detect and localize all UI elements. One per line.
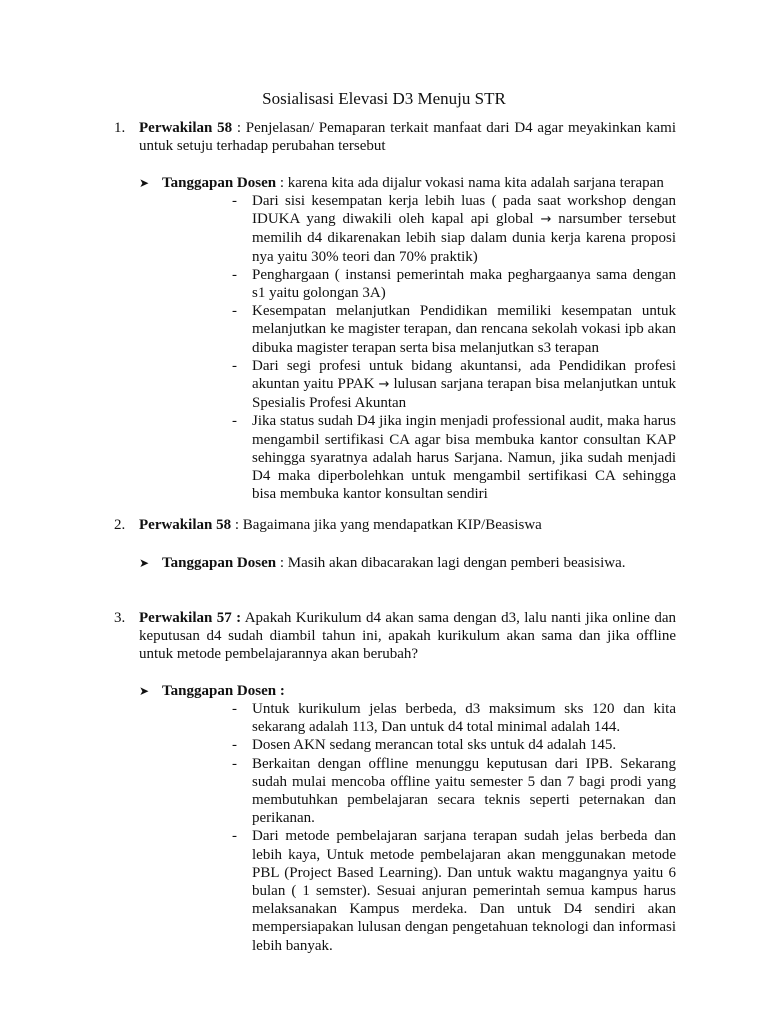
response-label: Tanggapan Dosen bbox=[162, 175, 277, 191]
response-2: ➤ Tanggapan Dosen : Masih akan dibacarakan lagi dengan pemberi beasisiwa. bbox=[139, 555, 626, 571]
speaker-label: Perwakilan 58 bbox=[139, 120, 233, 136]
question-text: Penjelasan/ Pemaparan terkait manfaat dari D4 agar meyakinkan kami untuk setuju terhadap perubahan tersebut bbox=[139, 120, 676, 155]
bullet-item: - Kesempatan melanjutkan Pendidikan memiliki kesempatan untuk melanjutkan ke magister terapan, dan rencana sekolah vokasi ipb akan dibuka magister terapan serta bisa melanjutkan s3 terapan bbox=[232, 303, 676, 356]
question-text: Apakah Kurikulum d4 akan sama dengan d3, lalu nanti jika online dan keputusan d4 sudah diambil tahun ini, apakah kurikulum akan sama dan jika offline untuk metode pembelajarannya akan berubah? bbox=[139, 610, 676, 663]
response-label: Tanggapan Dosen : bbox=[162, 683, 285, 699]
bullet-item: - Penghargaan ( instansi pemerintah maka peghargaanya sama dengan s1 yaitu golongan 3A) bbox=[232, 266, 676, 302]
bullet-item: - Dari sisi kesempatan kerja lebih luas ( pada saat workshop dengan IDUKA yang diwakili oleh kapal api global → narsumber tersebut memilih d4 dikarenakan lebih siap dalam dunia kerja karena proposi nya yaitu 30% teori dan 70% praktik) bbox=[232, 193, 676, 265]
item-number: 2. bbox=[114, 517, 126, 533]
speaker-label: Perwakilan 58 bbox=[139, 517, 232, 533]
list-item-2 bbox=[114, 516, 676, 534]
speaker-label: Perwakilan 57 : bbox=[139, 610, 242, 626]
list-item-3 bbox=[114, 609, 676, 664]
bullet-item: - Berkaitan dengan offline menunggu keputusan dari IPB. Sekarang sudah mulai mencoba offline yaitu semester 5 dan 7 bagi prodi yang membutuhkan pembelajaran secara teknis seperti peternakan dan perikanan. bbox=[232, 755, 676, 827]
response-3 bbox=[139, 682, 676, 700]
bullet-item: - Dosen AKN sedang merancan total sks untuk d4 adalah 145. bbox=[232, 737, 617, 754]
arrowhead-bullet-icon: ➤ bbox=[139, 176, 150, 190]
item-question: Perwakilan 58 : Penjelasan/ Pemaparan terkait manfaat dari D4 agar meyakinkan kami untuk setuju terhadap perubahan tersebut bbox=[139, 120, 676, 155]
right-arrow-icon: → bbox=[540, 212, 552, 228]
document-title: Sosialisasi Elevasi D3 Menuju STR bbox=[262, 89, 506, 108]
right-arrow-icon: → bbox=[378, 377, 390, 393]
response-label: Tanggapan Dosen bbox=[162, 555, 277, 571]
item-number: 3. bbox=[114, 610, 126, 626]
question-text: Bagaimana jika yang mendapatkan KIP/Beasiswa bbox=[242, 517, 542, 533]
response-text: karena kita ada dijalur vokasi nama kita adalah sarjana terapan bbox=[287, 175, 664, 191]
bullet-item: - Dari metode pembelajaran sarjana terapan sudah jelas berbeda dan lebih kaya, Untuk metode pembelajaran akan menggunakan metode PBL (Project Based Learning). Dan untuk waktu magangnya yaitu 6 bulan ( 1 semster). Sesuai anjuran pemerintah semua kampus harus melaksanakan Kampus merdeka. Dan untuk D4 sendiri akan mempersiapakan lulusan dengan pengetahuan teknologi dan informasi lebih banyak. bbox=[232, 828, 676, 954]
list-item-1 bbox=[114, 119, 676, 155]
response-3-bullets bbox=[228, 700, 676, 955]
bullet-item: - Dari segi profesi untuk bidang akuntansi, ada Pendidikan profesi akuntan yaitu PPAK → lulusan sarjana terapan bisa melanjutkan untuk Spesialis Profesi Akuntan bbox=[232, 357, 676, 412]
response-text: Masih akan dibacarakan lagi dengan pemberi beasisiwa. bbox=[287, 555, 626, 571]
response-1: ➤ Tanggapan Dosen : karena kita ada dijalur vokasi nama kita adalah sarjana terapan bbox=[139, 175, 664, 191]
response-1-bullets bbox=[228, 192, 676, 503]
bullet-item: - Jika status sudah D4 jika ingin menjadi professional audit, maka harus mengambil sertifikasi CA agar bisa membuka kantor consultan KAP sehingga syaratnya adalah harus Sarjana. Namun, jika sudah menjadi D4 maka diperbolehkan untuk mengambil sertifikasi CA sehingga bisa membuka kantor konsultan sendiri bbox=[232, 413, 676, 503]
item-question bbox=[139, 609, 676, 664]
arrowhead-bullet-icon: ➤ bbox=[139, 684, 150, 698]
bullet-item: - Untuk kurikulum jelas berbeda, d3 maksimum sks 120 dan kita sekarang adalah 113, Dan untuk d4 total minimal adalah 144. bbox=[232, 701, 676, 736]
item-number: 1. bbox=[114, 120, 126, 136]
item-question: Perwakilan 58 : Bagaimana jika yang mendapatkan KIP/Beasiswa bbox=[139, 517, 542, 533]
arrowhead-bullet-icon: ➤ bbox=[139, 556, 150, 570]
